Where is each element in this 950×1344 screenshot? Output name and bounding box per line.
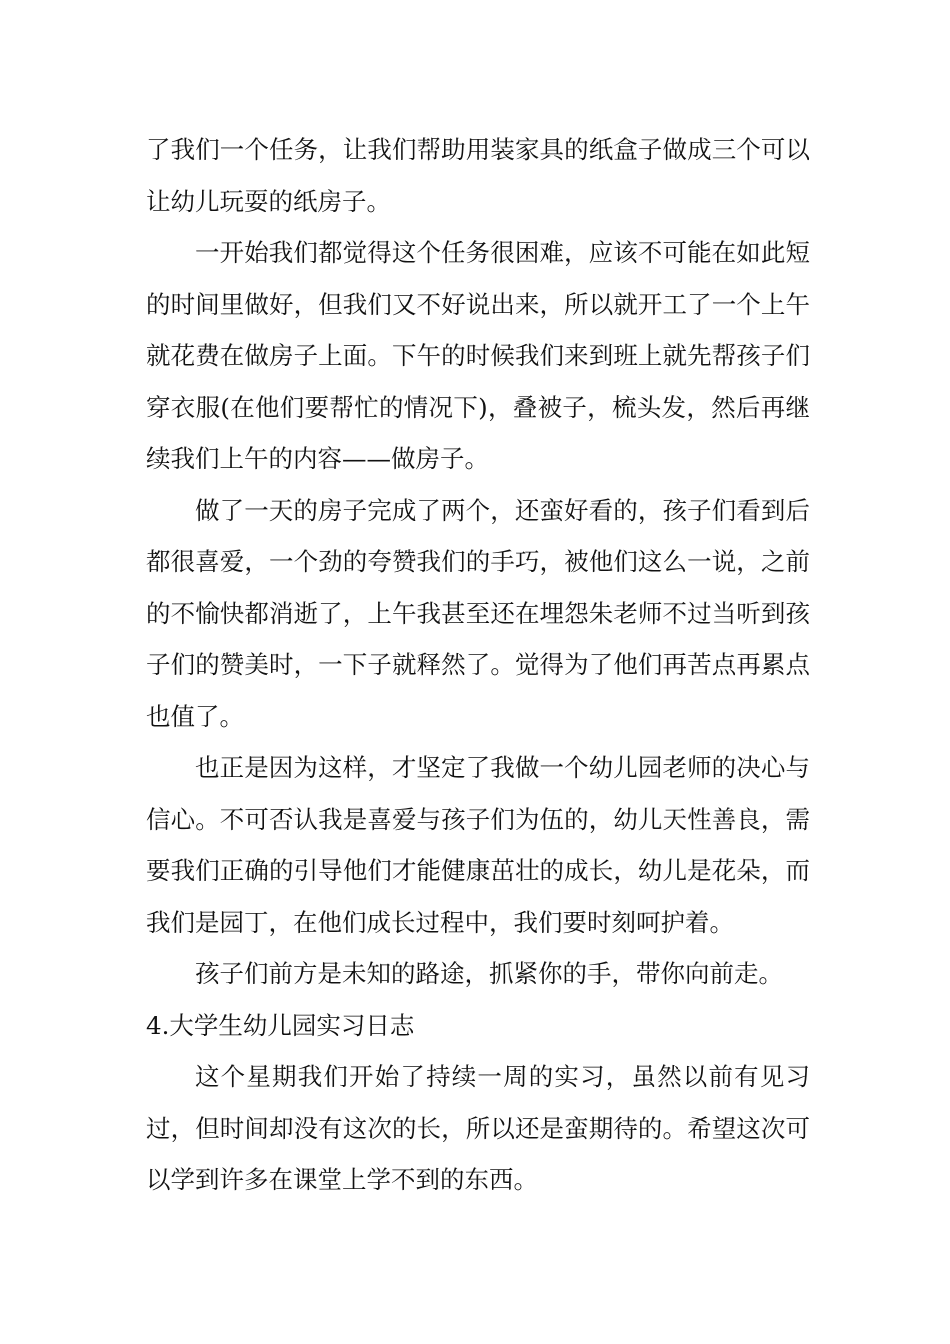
paragraph-2: 一开始我们都觉得这个任务很困难，应该不可能在如此短的时间里做好，但我们又不好说出来，所以就开工了一个上午就花费在做房子上面。下午的时候我们来到班上就先帮孩子们穿衣服(在他们要帮忙的情况下)，叠被子，梳头发，然后再继续我们上午的内容——做房子。: [146, 238, 810, 473]
paragraph-1: 了我们一个任务，让我们帮助用装家具的纸盒子做成三个可以让幼儿玩耍的纸房子。: [146, 135, 810, 216]
paragraph-4: 也正是因为这样，才坚定了我做一个幼儿园老师的决心与信心。不可否认我是喜爱与孩子们为伍的，幼儿天性善良，需要我们正确的引导他们才能健康茁壮的成长，幼儿是花朵，而我们是园丁，在他们成长过程中，我们要时刻呵护着。: [146, 753, 810, 937]
paragraph-5: 孩子们前方是未知的路途，抓紧你的手，带你向前走。: [195, 959, 783, 988]
paragraph-3: 做了一天的房子完成了两个，还蛮好看的，孩子们看到后都很喜爱，一个劲的夸赞我们的手巧，被他们这么一说，之前的不愉快都消逝了，上午我甚至还在埋怨朱老师不过当听到孩子们的赞美时，一下子就释然了。觉得为了他们再苦点再累点也值了。: [146, 495, 810, 731]
paragraph-6: 这个星期我们开始了持续一周的实习，虽然以前有见习过，但时间却没有这次的长，所以还是蛮期待的。希望这次可以学到许多在课堂上学不到的东西。: [146, 1062, 810, 1194]
document-body: [146, 124, 810, 1206]
section-heading: 4.大学生幼儿园实习日志: [146, 1010, 415, 1040]
